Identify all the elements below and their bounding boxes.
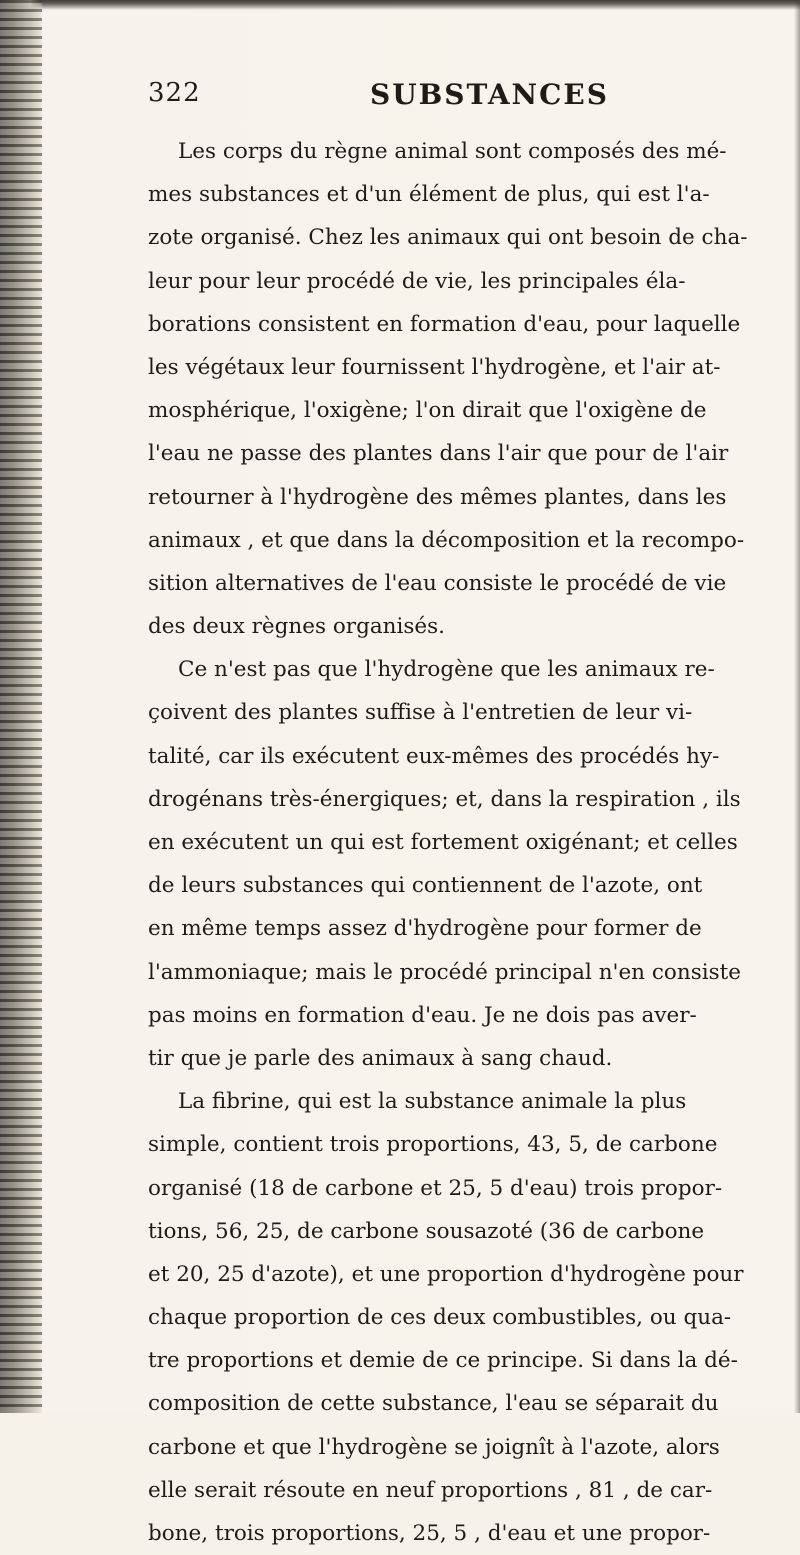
text-line: de leurs substances qui contiennent de l'azote, ont <box>148 873 703 899</box>
text-line: La fibrine, qui est la substance animale la plus <box>178 1089 687 1115</box>
text-line: leur pour leur procédé de vie, les principales éla- <box>148 268 686 294</box>
page-right-edge <box>794 0 800 1413</box>
text-line: elle serait résoute en neuf proportions , 81 , de car- <box>148 1477 713 1503</box>
text-line: tir que je parle des animaux à sang chaud. <box>148 1045 613 1071</box>
text-line: animaux , et que dans la décomposition et la recompo- <box>148 527 745 553</box>
text-line: talité, car ils exécutent eux-mêmes des procédés hy- <box>148 743 720 769</box>
text-line: des deux règnes organisés. <box>148 614 446 640</box>
text-line: zote organisé. Chez les animaux qui ont besoin de cha- <box>148 225 748 251</box>
text-line: l'eau ne passe des plantes dans l'air que pour de l'air <box>148 441 729 467</box>
text-line: mosphérique, l'oxigène; l'on dirait que l'oxigène de <box>148 398 707 424</box>
text-line: les végétaux leur fournissent l'hydrogène, et l'air at- <box>148 354 721 380</box>
text-line: chaque proportion de ces deux combustibles, ou qua- <box>148 1305 732 1331</box>
text-line: Ce n'est pas que l'hydrogène que les animaux re- <box>178 657 715 683</box>
text-line: en même temps assez d'hydrogène pour former de <box>148 916 702 942</box>
text-line: et 20, 25 d'azote), et une proportion d'hydrogène pour <box>148 1261 744 1287</box>
book-binding <box>0 0 42 1413</box>
text-line: drogénans très-énergiques; et, dans la respiration , ils <box>148 786 741 812</box>
text-line: tions, 56, 25, de carbone sousazoté (36 de carbone <box>148 1218 705 1244</box>
text-line: composition de cette substance, l'eau se séparait du <box>148 1391 719 1417</box>
running-head: SUBSTANCES <box>370 78 609 111</box>
text-line: bone, trois proportions, 25, 5 , d'eau et une propor- <box>148 1521 711 1546</box>
text-line: sition alternatives de l'eau consiste le procédé de vie <box>148 570 727 596</box>
text-line: simple, contient trois proportions, 43, 5, de carbone <box>148 1132 718 1158</box>
text-line: Les corps du règne animal sont composés des mé- <box>178 139 727 164</box>
page-top-edge <box>0 0 800 10</box>
text-line: organisé (18 de carbone et 25, 5 d'eau) trois propor- <box>148 1175 723 1201</box>
page-header <box>148 78 708 118</box>
text-line: borations consistent en formation d'eau, pour laquelle <box>148 311 741 337</box>
text-line: en exécutent un qui est fortement oxigénant; et celles <box>148 830 738 855</box>
text-line: tre proportions et demie de ce principe. Si dans la dé- <box>148 1348 738 1374</box>
text-line: çoivent des plantes suffise à l'entretien de leur vi- <box>148 700 693 726</box>
text-line: carbone et que l'hydrogène se joignît à l'azote, alors <box>148 1434 720 1460</box>
page-number: 322 <box>148 78 201 108</box>
text-line: l'ammoniaque; mais le procédé principal n'en consiste <box>148 959 742 985</box>
text-line: retourner à l'hydrogène des mêmes plantes, dans les <box>148 484 727 510</box>
text-line: mes substances et d'un élément de plus, qui est l'a- <box>148 182 710 208</box>
text-line: pas moins en formation d'eau. Je ne dois pas aver- <box>148 1002 697 1028</box>
body-text <box>148 130 748 1555</box>
